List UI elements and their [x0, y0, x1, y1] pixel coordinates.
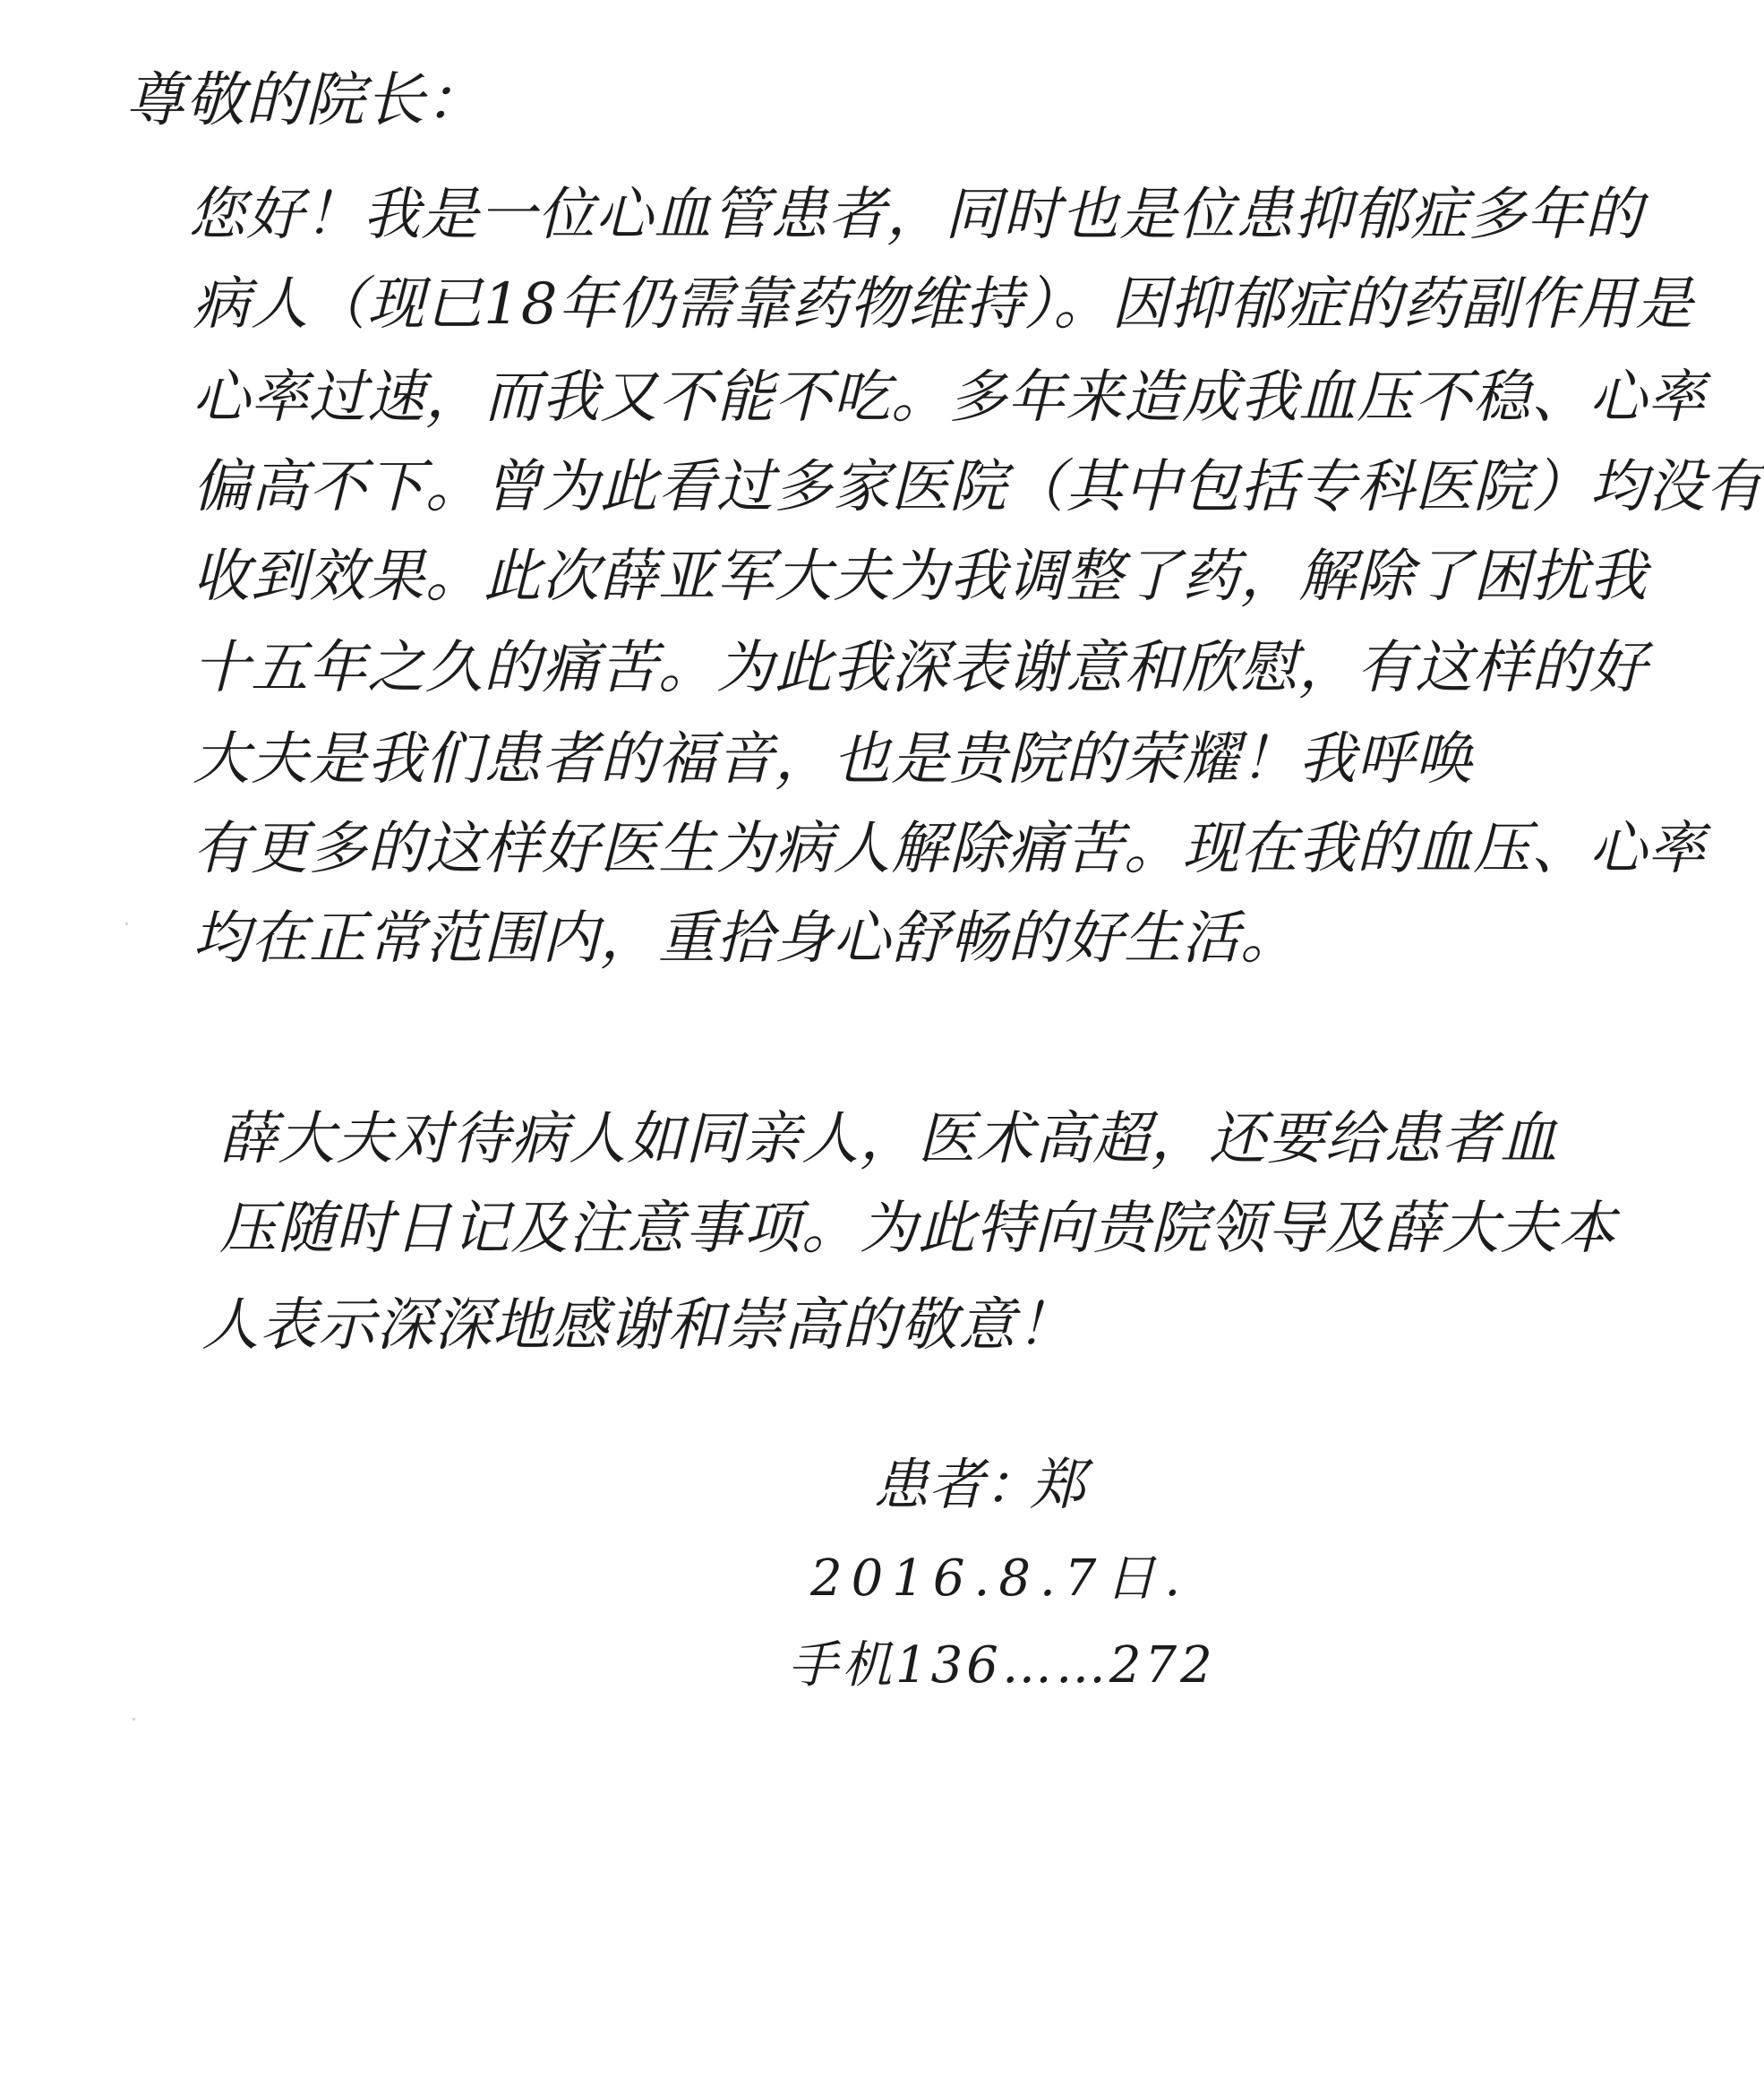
body-line: 人表示深深地感谢和崇高的敬意！ [201, 1292, 1075, 1359]
body-line: 有更多的这样好医生为病人解除痛苦。现在我的血压、心率 [193, 816, 1706, 882]
salutation: 尊敬的院长： [125, 65, 485, 134]
body-line: 大夫是我们患者的福音，也是贵院的荣耀！我呼唤 [193, 726, 1473, 793]
body-line: 您好！我是一位心血管患者，同时也是位患抑郁症多年的 [188, 182, 1643, 248]
body-line: 均在正常范围内，重拾身心舒畅的好生活。 [193, 905, 1298, 972]
signature-label: 患者： [873, 1452, 1040, 1517]
body-line: 薛大夫对待病人如同亲人，医术高超，还要给患者血 [219, 1106, 1558, 1172]
body-line: 十五年之久的痛苦。为此我深表谢意和欣慰，有这样的好 [193, 635, 1648, 701]
body-line: 偏高不下。曾为此看过多家医院（其中包括专科医院）均没有 [193, 454, 1764, 520]
body-line: 心率过速，而我又不能不吃。多年来造成我血压不稳、心率 [193, 365, 1706, 431]
body-line: 压随时日记及注意事项。为此特向贵院领导及薛大夫本 [219, 1196, 1616, 1262]
signature-date: 2016.8.7日. [810, 1549, 1190, 1608]
signature-name: 郑 [1030, 1452, 1086, 1517]
scan-speck [125, 923, 128, 925]
scan-speck [133, 1718, 135, 1721]
body-line: 病人（现已18年仍需靠药物维持）。因抑郁症的药副作用是 [193, 271, 1694, 338]
body-line: 收到效果。此次薛亚军大夫为我调整了药，解除了困扰我 [193, 544, 1648, 610]
signature-phone: 手机136……272 [788, 1636, 1216, 1695]
